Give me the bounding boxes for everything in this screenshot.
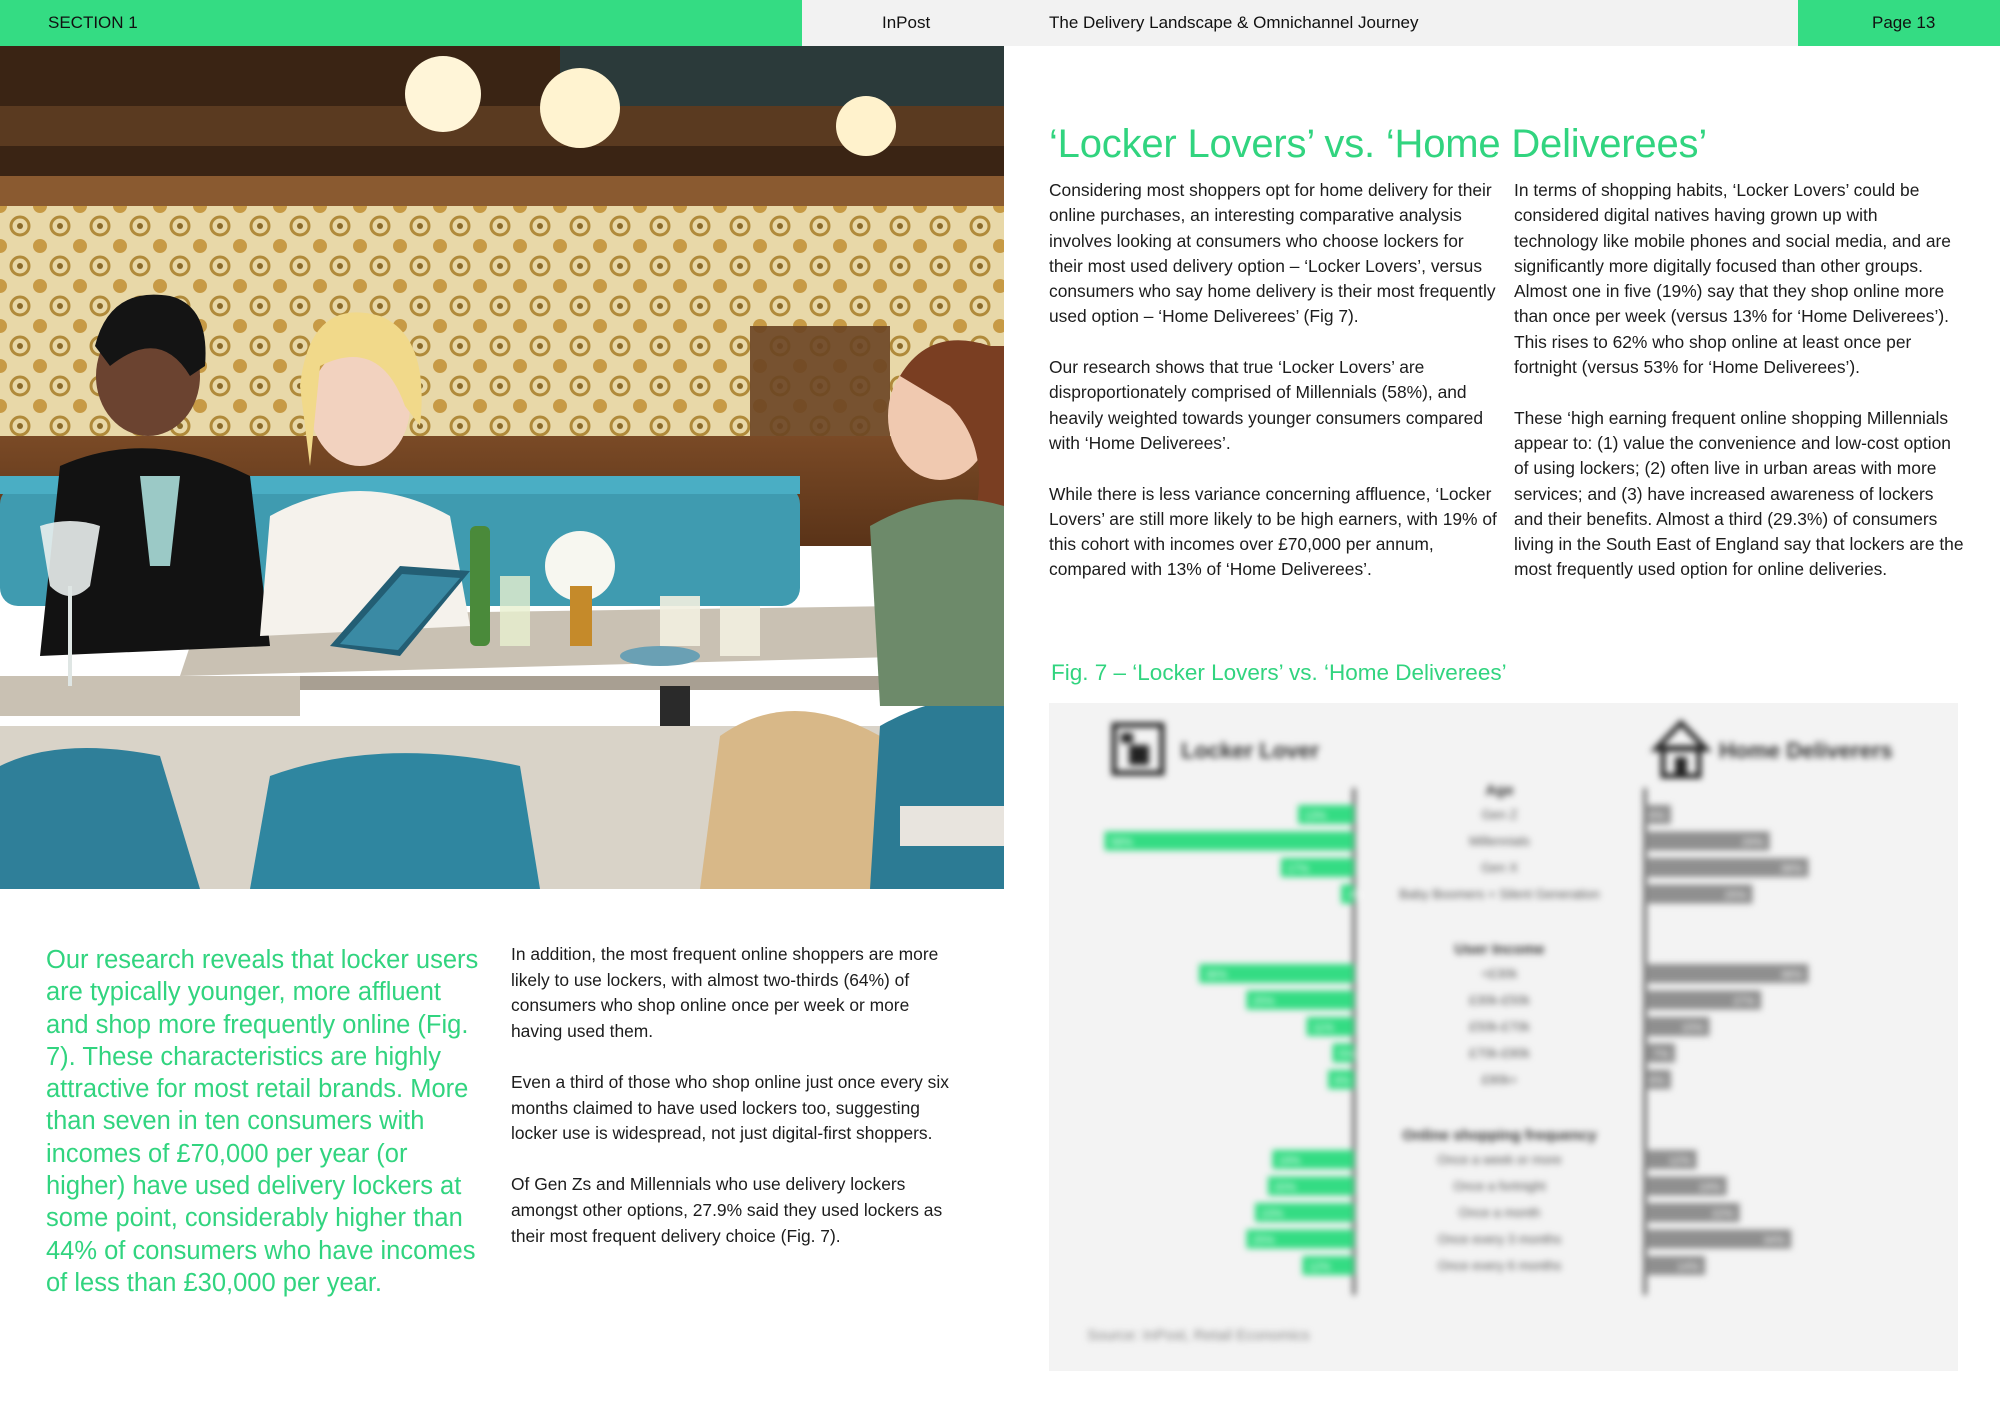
- category-label: Once every 3 months: [1437, 1231, 1562, 1247]
- category-label: £50k-£70k: [1469, 1019, 1530, 1034]
- locker-lover-value: 58%: [1110, 836, 1133, 849]
- category-label: Gen Z: [1481, 807, 1518, 822]
- document-title: The Delivery Landscape & Omnichannel Journey: [1049, 13, 1419, 32]
- home-deliverer-value: 14%: [1677, 1261, 1700, 1273]
- home-deliverer-value: 15%: [1681, 1022, 1704, 1034]
- locker-lover-value: 20%: [1274, 1181, 1297, 1194]
- chart-source: Source: InPost, Retail Economics: [1087, 1327, 1310, 1344]
- home-deliverer-value: 38%: [1780, 969, 1803, 981]
- locker-lover-value: 12%: [1308, 1261, 1331, 1273]
- home-deliverer-value: 34%: [1763, 1234, 1786, 1247]
- locker-lover-value: 11%: [1312, 1022, 1334, 1034]
- locker-lover-bar: [1105, 832, 1354, 851]
- figure-7-chart: [1049, 703, 1958, 1371]
- paragraph: While there is less variance concerning affluence, ‘Locker Lovers’ are still more likely to be high earners, with 19% of this cohort with incomes over £70,000 per annum, compared with 13% of ‘Home Deliverees’.: [1049, 483, 1497, 580]
- category-label: Millennials: [1469, 833, 1530, 849]
- locker-icon: [1114, 725, 1162, 773]
- pull-quote: Our research reveals that locker users are typically younger, more affluent and shop more frequently online (Fig. 7). These characteristics are highly attractive for most retail brands. More than seven in ten consumers with incomes of £70,000 per year (or higher) have used delivery lockers at some point, considerably higher than 44% of consumers who have incomes of less than £30,000 per year.: [46, 946, 479, 1297]
- right-body-column-2: [1514, 178, 1964, 583]
- category-label: Once a month: [1458, 1205, 1541, 1220]
- chart-group-title: Age: [1485, 782, 1514, 799]
- home-deliverer-value: 27%: [1733, 995, 1756, 1008]
- home-deliverer-value: 6%: [1648, 810, 1665, 822]
- category-label: <£30k: [1481, 966, 1518, 981]
- category-label: Gen X: [1481, 860, 1518, 875]
- chart-svg: [1049, 703, 1958, 1371]
- home-deliverer-value: 6%: [1648, 1075, 1665, 1087]
- right-body-column-1: [1049, 178, 1499, 583]
- paragraph: These ‘high earning frequent online shopping Millennials appear to: (1) value the convenience and low-cost option of using lockers; (2) often live in urban areas with more services; and (3) have increased awareness of lockers and their benefits. Almost a third (29.3%) of consumers living in the South East of England say that lockers are the most frequently used option for online deliveries.: [1514, 407, 1964, 580]
- left-body-column: [511, 942, 951, 1249]
- legend-home-deliverers: Home Deliverers: [1719, 738, 1893, 763]
- section-label: SECTION 1: [48, 13, 138, 32]
- brand-name: InPost: [882, 13, 931, 32]
- paragraph: In terms of shopping habits, ‘Locker Lovers’ could be considered digital natives having grown up with technology like mobile phones and social media, and are significantly more digitally focused than other groups. Almost one in five (19%) say that they shop online more than once per week (versus 13% for ‘Home Deliverees’). This rises to 62% who shop online at least once per fortnight (versus 53% for ‘Home Deliverees’).: [1514, 180, 1951, 378]
- house-icon: [1656, 723, 1706, 776]
- page-number: Page 13: [1872, 13, 1936, 32]
- category-label: £70k-£90k: [1469, 1045, 1530, 1061]
- restaurant-scene-photo: [0, 46, 1004, 889]
- locker-lover-value: 17%: [1286, 863, 1309, 875]
- home-deliverer-value: 29%: [1741, 836, 1764, 849]
- home-deliverer-value: 22%: [1711, 1208, 1734, 1220]
- paragraph: Of Gen Zs and Millennials who use delivery lockers amongst other options, 27.9% said they used lockers as their most frequent delivery choice (Fig. 7).: [511, 1174, 943, 1246]
- locker-lover-value: 13%: [1304, 810, 1327, 822]
- locker-lover-value: 23%: [1261, 1208, 1284, 1220]
- locker-lover-value: 5%: [1338, 1048, 1355, 1061]
- chart-group-title: User Income: [1454, 941, 1545, 958]
- paragraph: Considering most shoppers opt for home delivery for their online purchases, an interesting comparative analysis involves looking at consumers who choose lockers for their most used delivery option – ‘Locker Lovers’, versus consumers who say home delivery is their most frequently used option – ‘Home Deliverees’ (Fig 7).: [1049, 180, 1496, 327]
- paragraph: Our research shows that true ‘Locker Lovers’ are disproportionately comprised of Millennials (58%), and heavily weighted towards younger consumers compared with ‘Home Deliverees’.: [1049, 357, 1484, 453]
- section-title: ‘Locker Lovers’ vs. ‘Home Deliverees’: [1049, 122, 1708, 166]
- home-deliverer-value: 12%: [1668, 1155, 1691, 1167]
- locker-lover-value: 25%: [1252, 995, 1275, 1008]
- category-label: £30k-£50k: [1469, 992, 1530, 1008]
- paragraph: In addition, the most frequent online shoppers are more likely to use lockers, with almost two-thirds (64%) of consumers who shop online once per week or more having used them.: [511, 944, 939, 1041]
- legend-locker-lover: Locker Lover: [1181, 738, 1320, 763]
- category-label: Once every 6 months: [1437, 1258, 1562, 1273]
- home-deliverer-value: 25%: [1724, 889, 1747, 902]
- locker-lover-value: 36%: [1205, 969, 1228, 981]
- category-label: £90k+: [1481, 1072, 1518, 1087]
- home-deliverer-value: 38%: [1780, 863, 1803, 875]
- home-deliverer-value: 7%: [1653, 1048, 1670, 1061]
- chart-group-title: Online shopping frequency: [1402, 1127, 1597, 1144]
- page-header: [0, 0, 2000, 46]
- category-label: Once a fortnight: [1453, 1178, 1546, 1194]
- locker-lover-value: 6%: [1334, 1075, 1351, 1087]
- figure-title: Fig. 7 – ‘Locker Lovers’ vs. ‘Home Deliverees’: [1051, 660, 1507, 685]
- category-label: Once a week or more: [1437, 1152, 1562, 1167]
- locker-lover-value: 25%: [1252, 1234, 1275, 1247]
- locker-lover-value: 19%: [1278, 1155, 1301, 1167]
- home-deliverer-value: 19%: [1698, 1181, 1721, 1194]
- locker-lover-value: 3%: [1347, 889, 1364, 902]
- category-label: Baby Boomers + Silent Generation: [1399, 886, 1600, 902]
- paragraph: Even a third of those who shop online just once every six months claimed to have used lockers too, suggesting locker use is widespread, not just digital-first shoppers.: [511, 1071, 949, 1144]
